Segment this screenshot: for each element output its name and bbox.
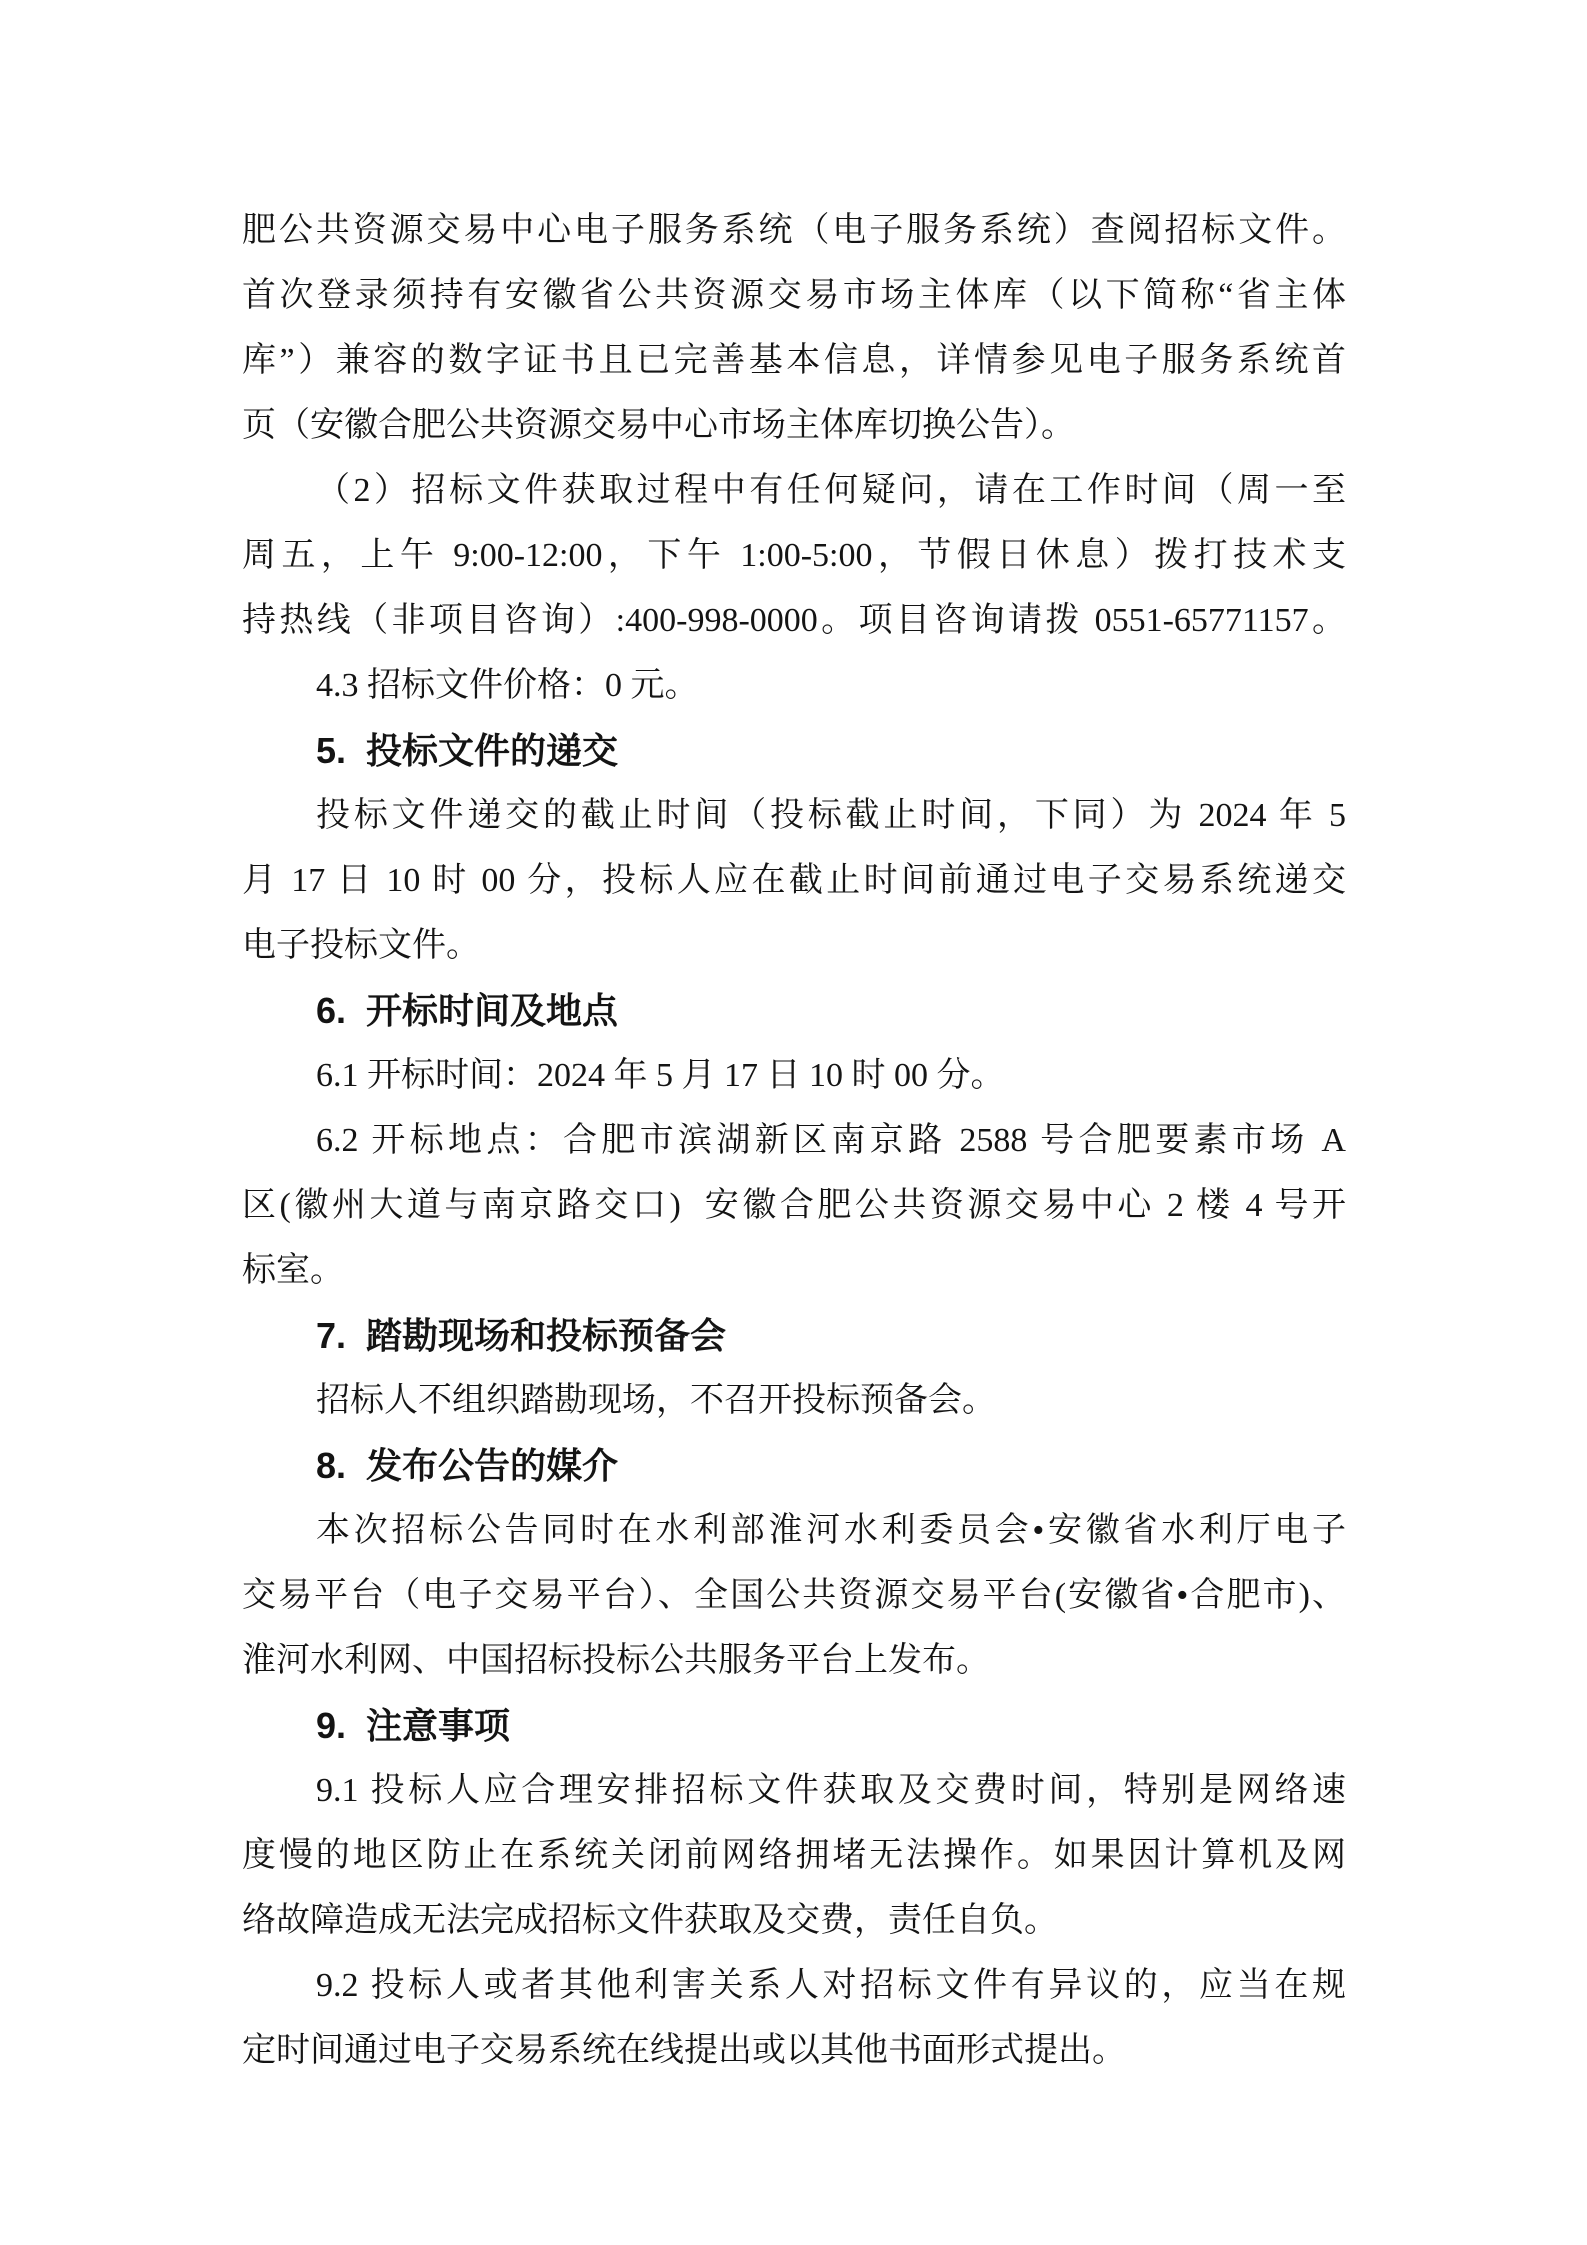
doc-line-08: 4.3 招标文件价格：0 元。 [316,667,699,704]
doc-line-14: 6.1 开标时间：2024 年 5 月 17 日 10 时 00 分。 [316,1057,1005,1094]
doc-line-10: 投标文件递交的截止时间（投标截止时间，下同）为 2024 年 5 [316,797,1346,834]
doc-line-25: 9.1 投标人应合理安排招标文件获取及交费时间，特别是网络速 [316,1772,1346,1809]
doc-line-04: 页（安徽合肥公共资源交易中心市场主体库切换公告）。 [242,407,1075,444]
doc-line-15: 6.2 开标地点：合肥市滨湖新区南京路 2588 号合肥要素市场 A [316,1122,1346,1159]
section-heading-5: 5. 投标文件的递交 [316,730,619,771]
doc-line-01: 肥公共资源交易中心电子服务系统（电子服务系统）查阅招标文件。 [242,212,1346,249]
document-content [242,198,1346,2083]
doc-line-16: 区(徽州大道与南京路交口) 安徽合肥公共资源交易中心 2 楼 4 号开 [242,1187,1346,1224]
doc-line-11: 月 17 日 10 时 00 分，投标人应在截止时间前通过电子交易系统递交 [242,862,1346,899]
doc-line-28: 9.2 投标人或者其他利害关系人对招标文件有异议的，应当在规 [316,1967,1346,2004]
doc-line-03: 库”）兼容的数字证书且已完善基本信息，详情参见电子服务系统首 [242,342,1346,379]
section-heading-8: 8. 发布公告的媒介 [316,1445,619,1486]
doc-line-17: 标室。 [242,1252,344,1289]
doc-line-05: （2）招标文件获取过程中有任何疑问，请在工作时间（周一至 [316,472,1346,509]
doc-line-29: 定时间通过电子交易系统在线提出或以其他书面形式提出。 [242,2032,1126,2069]
section-heading-9: 9. 注意事项 [316,1705,511,1746]
doc-line-22: 交易平台（电子交易平台）、全国公共资源交易平台(安徽省•合肥市)、 [242,1577,1346,1614]
doc-line-26: 度慢的地区防止在系统关闭前网络拥堵无法操作。如果因计算机及网 [242,1837,1346,1874]
doc-line-21: 本次招标公告同时在水利部淮河水利委员会•安徽省水利厅电子 [316,1512,1346,1549]
doc-line-27: 络故障造成无法完成招标文件获取及交费，责任自负。 [242,1902,1058,1939]
section-heading-7: 7. 踏勘现场和投标预备会 [316,1315,727,1356]
doc-line-02: 首次登录须持有安徽省公共资源交易市场主体库（以下简称“省主体 [242,277,1346,314]
doc-line-07: 持热线（非项目咨询）:400-998-0000。项目咨询请拨 0551-65771157。 [242,602,1346,639]
doc-line-06: 周五，上午 9:00-12:00，下午 1:00-5:00，节假日休息）拨打技术支 [242,537,1346,574]
doc-line-19: 招标人不组织踏勘现场，不召开投标预备会。 [316,1382,996,1419]
section-heading-6: 6. 开标时间及地点 [316,990,619,1031]
doc-line-23: 淮河水利网、中国招标投标公共服务平台上发布。 [242,1642,990,1679]
doc-line-12: 电子投标文件。 [242,927,480,964]
